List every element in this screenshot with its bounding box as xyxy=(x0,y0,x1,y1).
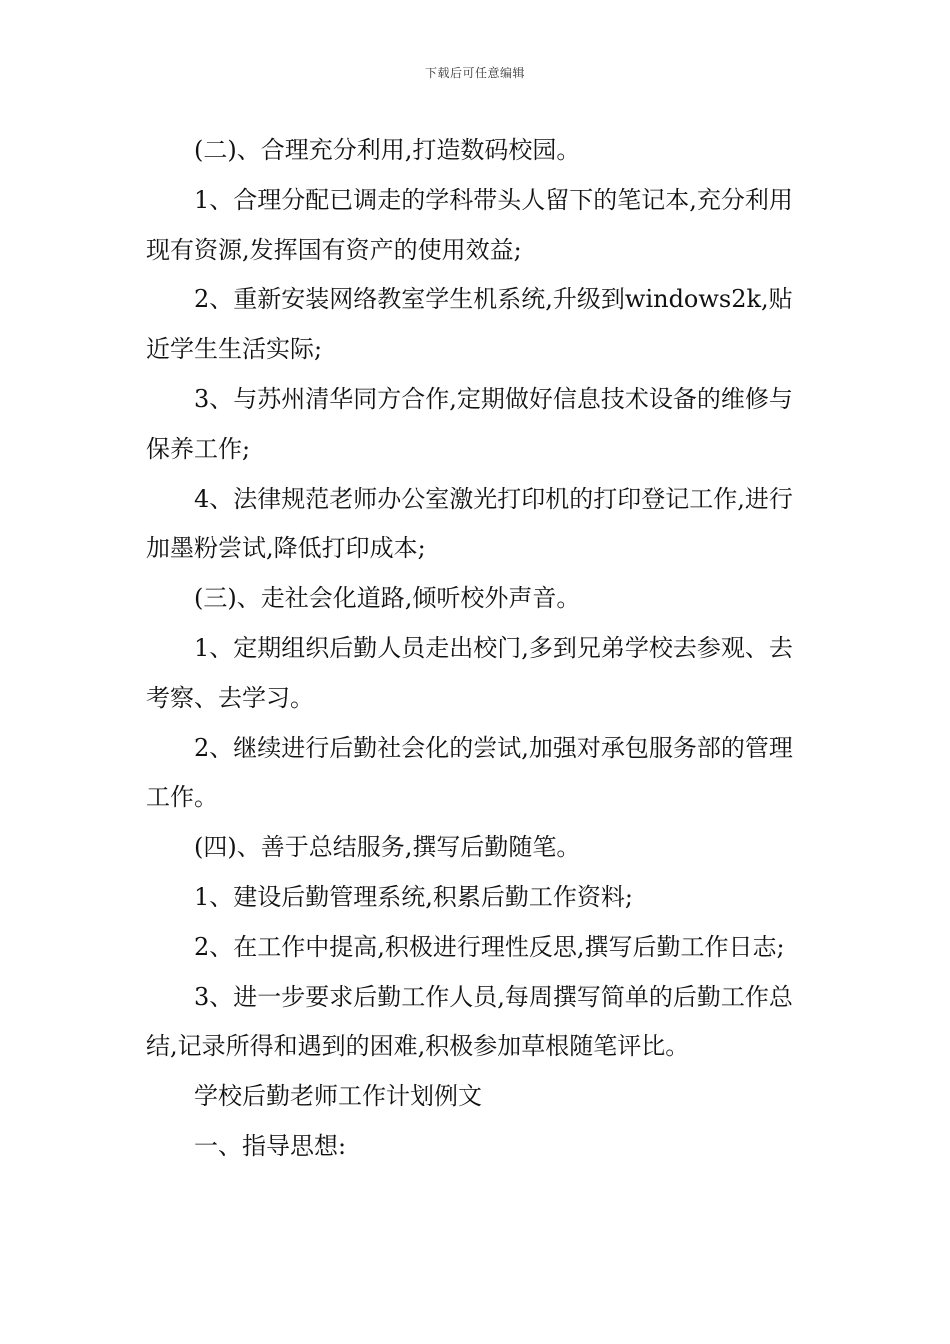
paragraph-item: 1、定期组织后勤人员走出校门,多到兄弟学校去参观、去考察、去学习。 xyxy=(146,633,793,712)
section-heading-2: (二)、合理充分利用,打造数码校园。 xyxy=(194,136,581,164)
paragraph-item: 3、与苏州清华同方合作,定期做好信息技术设备的维修与保养工作; xyxy=(146,384,793,463)
document-body xyxy=(146,126,816,1172)
section-heading-1: 一、指导思想: xyxy=(194,1131,347,1160)
section-heading-4: (四)、善于总结服务,撰写后勤随笔。 xyxy=(194,833,581,862)
document-subtitle: 学校后勤老师工作计划例文 xyxy=(194,1082,482,1111)
paragraph-item: 2、重新安装网络教室学生机系统,升级到windows2k,贴近学生生活实际; xyxy=(146,285,793,364)
paragraph-item: 1、合理分配已调走的学科带头人留下的笔记本,充分利用现有资源,发挥国有资产的使用效益; xyxy=(146,185,793,264)
paragraph-item: 2、继续进行后勤社会化的尝试,加强对承包服务部的管理工作。 xyxy=(146,733,793,812)
section-heading-3: (三)、走社会化道路,倾听校外声音。 xyxy=(194,584,581,613)
paragraph-item: 4、法律规范老师办公室激光打印机的打印登记工作,进行加墨粉尝试,降低打印成本; xyxy=(146,484,793,563)
paragraph-item: 1、建设后勤管理系统,积累后勤工作资料; xyxy=(194,882,633,911)
paragraph-item: 2、在工作中提高,积极进行理性反思,撰写后勤工作日志; xyxy=(194,932,785,961)
header-note: 下载后可任意编辑 xyxy=(424,66,525,80)
paragraph-item: 3、进一步要求后勤工作人员,每周撰写简单的后勤工作总结,记录所得和遇到的困难,积极参加草根随笔评比。 xyxy=(146,982,793,1061)
